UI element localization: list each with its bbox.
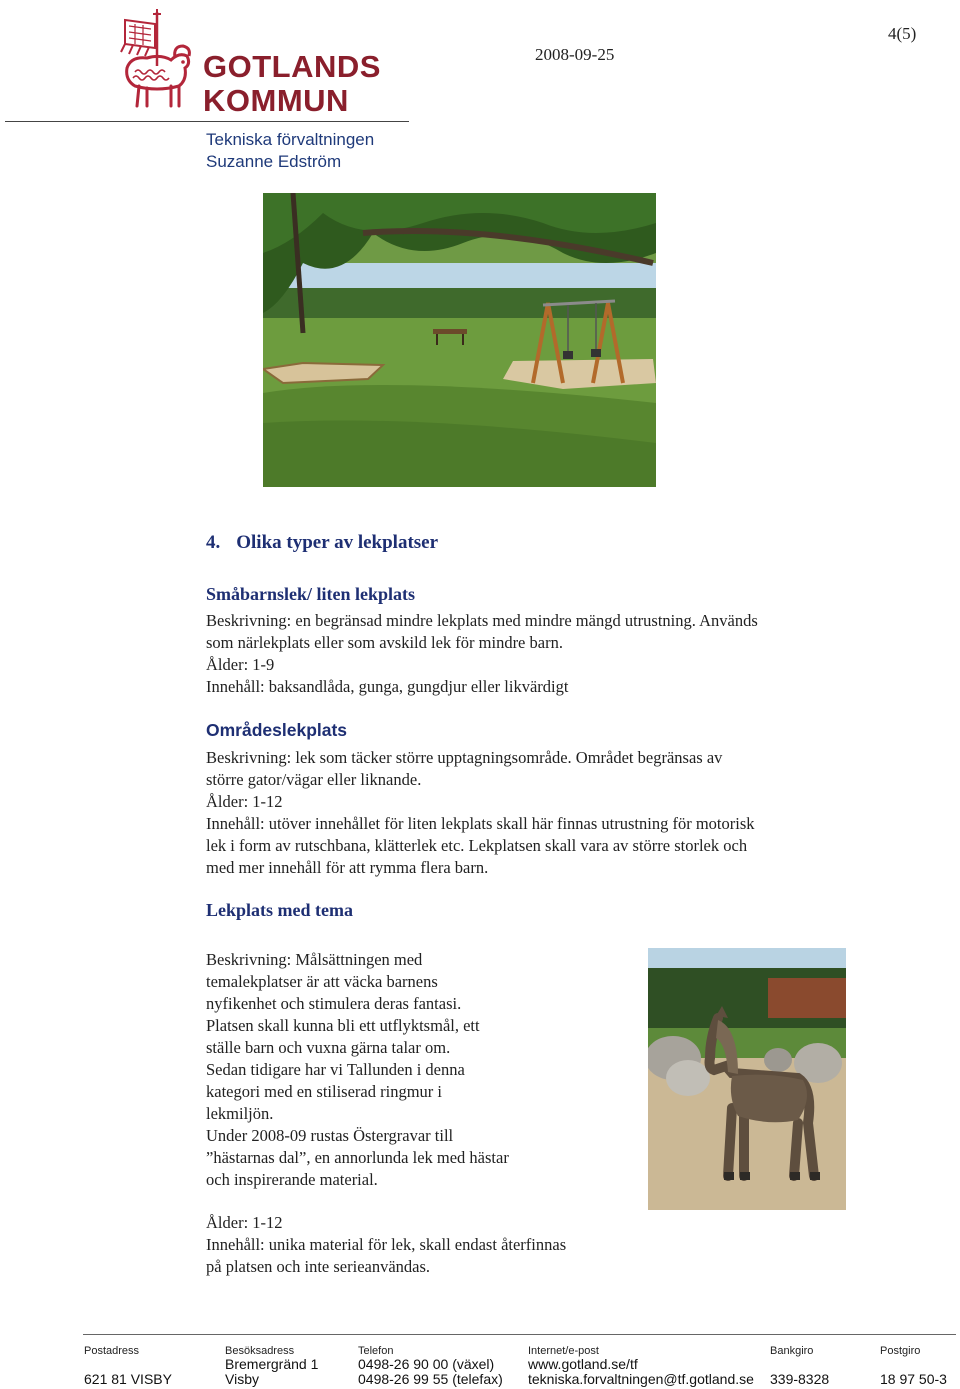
horse-sculpture-photo (648, 948, 846, 1210)
tema-age-content (206, 1212, 566, 1278)
text-line: lekmiljön. (206, 1104, 274, 1123)
text-line: och inspirerande material. (206, 1170, 378, 1189)
playground-park-photo (263, 193, 656, 487)
text-line: nyfikenhet och stimulera deras fantasi. (206, 994, 462, 1013)
section-number: 4. (206, 532, 221, 553)
text-line: större gator/vägar eller liknande. (206, 770, 422, 789)
text-line: som närlekplats eller som avskild lek för mindre barn. (206, 633, 563, 652)
tema-body (206, 949, 509, 1191)
omrade-heading: Områdeslekplats (206, 720, 348, 740)
footer-bankgiro: 339-8328 (770, 1371, 830, 1387)
text-line: Innehåll: utöver innehållet för liten lekplats skall här finnas utrustning för motorisk (206, 814, 755, 833)
municipality-logo (117, 6, 407, 116)
tema-heading: Lekplats med tema (206, 900, 353, 920)
text-line: Sedan tidigare har vi Tallunden i denna (206, 1060, 465, 1079)
text-line: temalekplatser är att väcka barnens (206, 972, 438, 991)
text-line: ställe barn och vuxna gärna talar om. (206, 1038, 451, 1057)
park-photo-illustration (263, 193, 656, 487)
text-line: Beskrivning: Målsättningen med (206, 950, 423, 969)
footer-website-link[interactable]: www.gotland.se/tf (528, 1356, 638, 1372)
document-date: 2008-09-25 (535, 45, 615, 64)
text-line: på platsen och inte serieanvändas. (206, 1257, 431, 1276)
text-line: Ålder: 1-12 (206, 1213, 283, 1232)
horse-photo-illustration (648, 948, 846, 1210)
footer-postgiro: 18 97 50-3 (880, 1371, 947, 1387)
text-line: Under 2008-09 rustas Östergravar till (206, 1126, 454, 1145)
footer-label-postgiro: Postgiro (880, 1345, 921, 1357)
footer-postal-address: 621 81 VISBY (84, 1371, 172, 1387)
footer-email-link[interactable]: tekniska.forvaltningen@tf.gotland.se (528, 1371, 754, 1387)
footer-label-besoksadress: Besöksadress (225, 1345, 295, 1357)
footer-label-telefon: Telefon (358, 1345, 394, 1357)
footer-label-bankgiro: Bankgiro (770, 1345, 814, 1357)
section-heading (206, 532, 438, 554)
gotland-ram-emblem (117, 6, 199, 114)
footer-visit-city: Visby (225, 1371, 259, 1387)
page-number: 4(5) (888, 24, 917, 43)
omrade-body (206, 747, 755, 879)
smabarnslek-body (206, 610, 758, 698)
smabarnslek-heading: Småbarnslek/ liten lekplats (206, 584, 416, 604)
author-name: Suzanne Edström (206, 152, 342, 171)
footer-visit-address: Bremergränd 1 (225, 1356, 319, 1372)
text-line: Beskrivning: lek som täcker större upptagningsområde. Området begränsas av (206, 748, 723, 767)
text-line: Ålder: 1-12 (206, 792, 283, 811)
text-line: kategori med en stiliserad ringmur i (206, 1082, 442, 1101)
text-line: Ålder: 1-9 (206, 655, 275, 674)
footer-divider (83, 1334, 956, 1335)
author-block (206, 129, 374, 173)
text-line: ”hästarnas dal”, en annorlunda lek med hästar (206, 1148, 509, 1167)
section-title: Olika typer av lekplatser (236, 532, 439, 553)
footer-label-internet: Internet/e-post (528, 1345, 599, 1357)
logo-text-line2: KOMMUN (203, 83, 349, 118)
footer-label-postadress: Postadress (84, 1345, 140, 1357)
text-line: Platsen skall kunna bli ett utflyktsmål, ett (206, 1016, 480, 1035)
text-line: med mer innehåll för att rymma flera barn. (206, 858, 489, 877)
text-line: Innehåll: baksandlåda, gunga, gungdjur eller likvärdigt (206, 677, 569, 696)
text-line: lek i form av rutschbana, klätterlek etc. Lekplatsen skall vara av större storlek och (206, 836, 748, 855)
department-name: Tekniska förvaltningen (206, 130, 375, 149)
text-line: Innehåll: unika material för lek, skall endast återfinnas (206, 1235, 567, 1254)
footer-fax: 0498-26 99 55 (telefax) (358, 1371, 503, 1387)
header-divider (5, 121, 409, 122)
footer-phone-main: 0498-26 90 00 (växel) (358, 1356, 495, 1372)
text-line: Beskrivning: en begränsad mindre lekplats med mindre mängd utrustning. Används (206, 611, 758, 630)
logo-text-line1: GOTLANDS (203, 49, 381, 84)
